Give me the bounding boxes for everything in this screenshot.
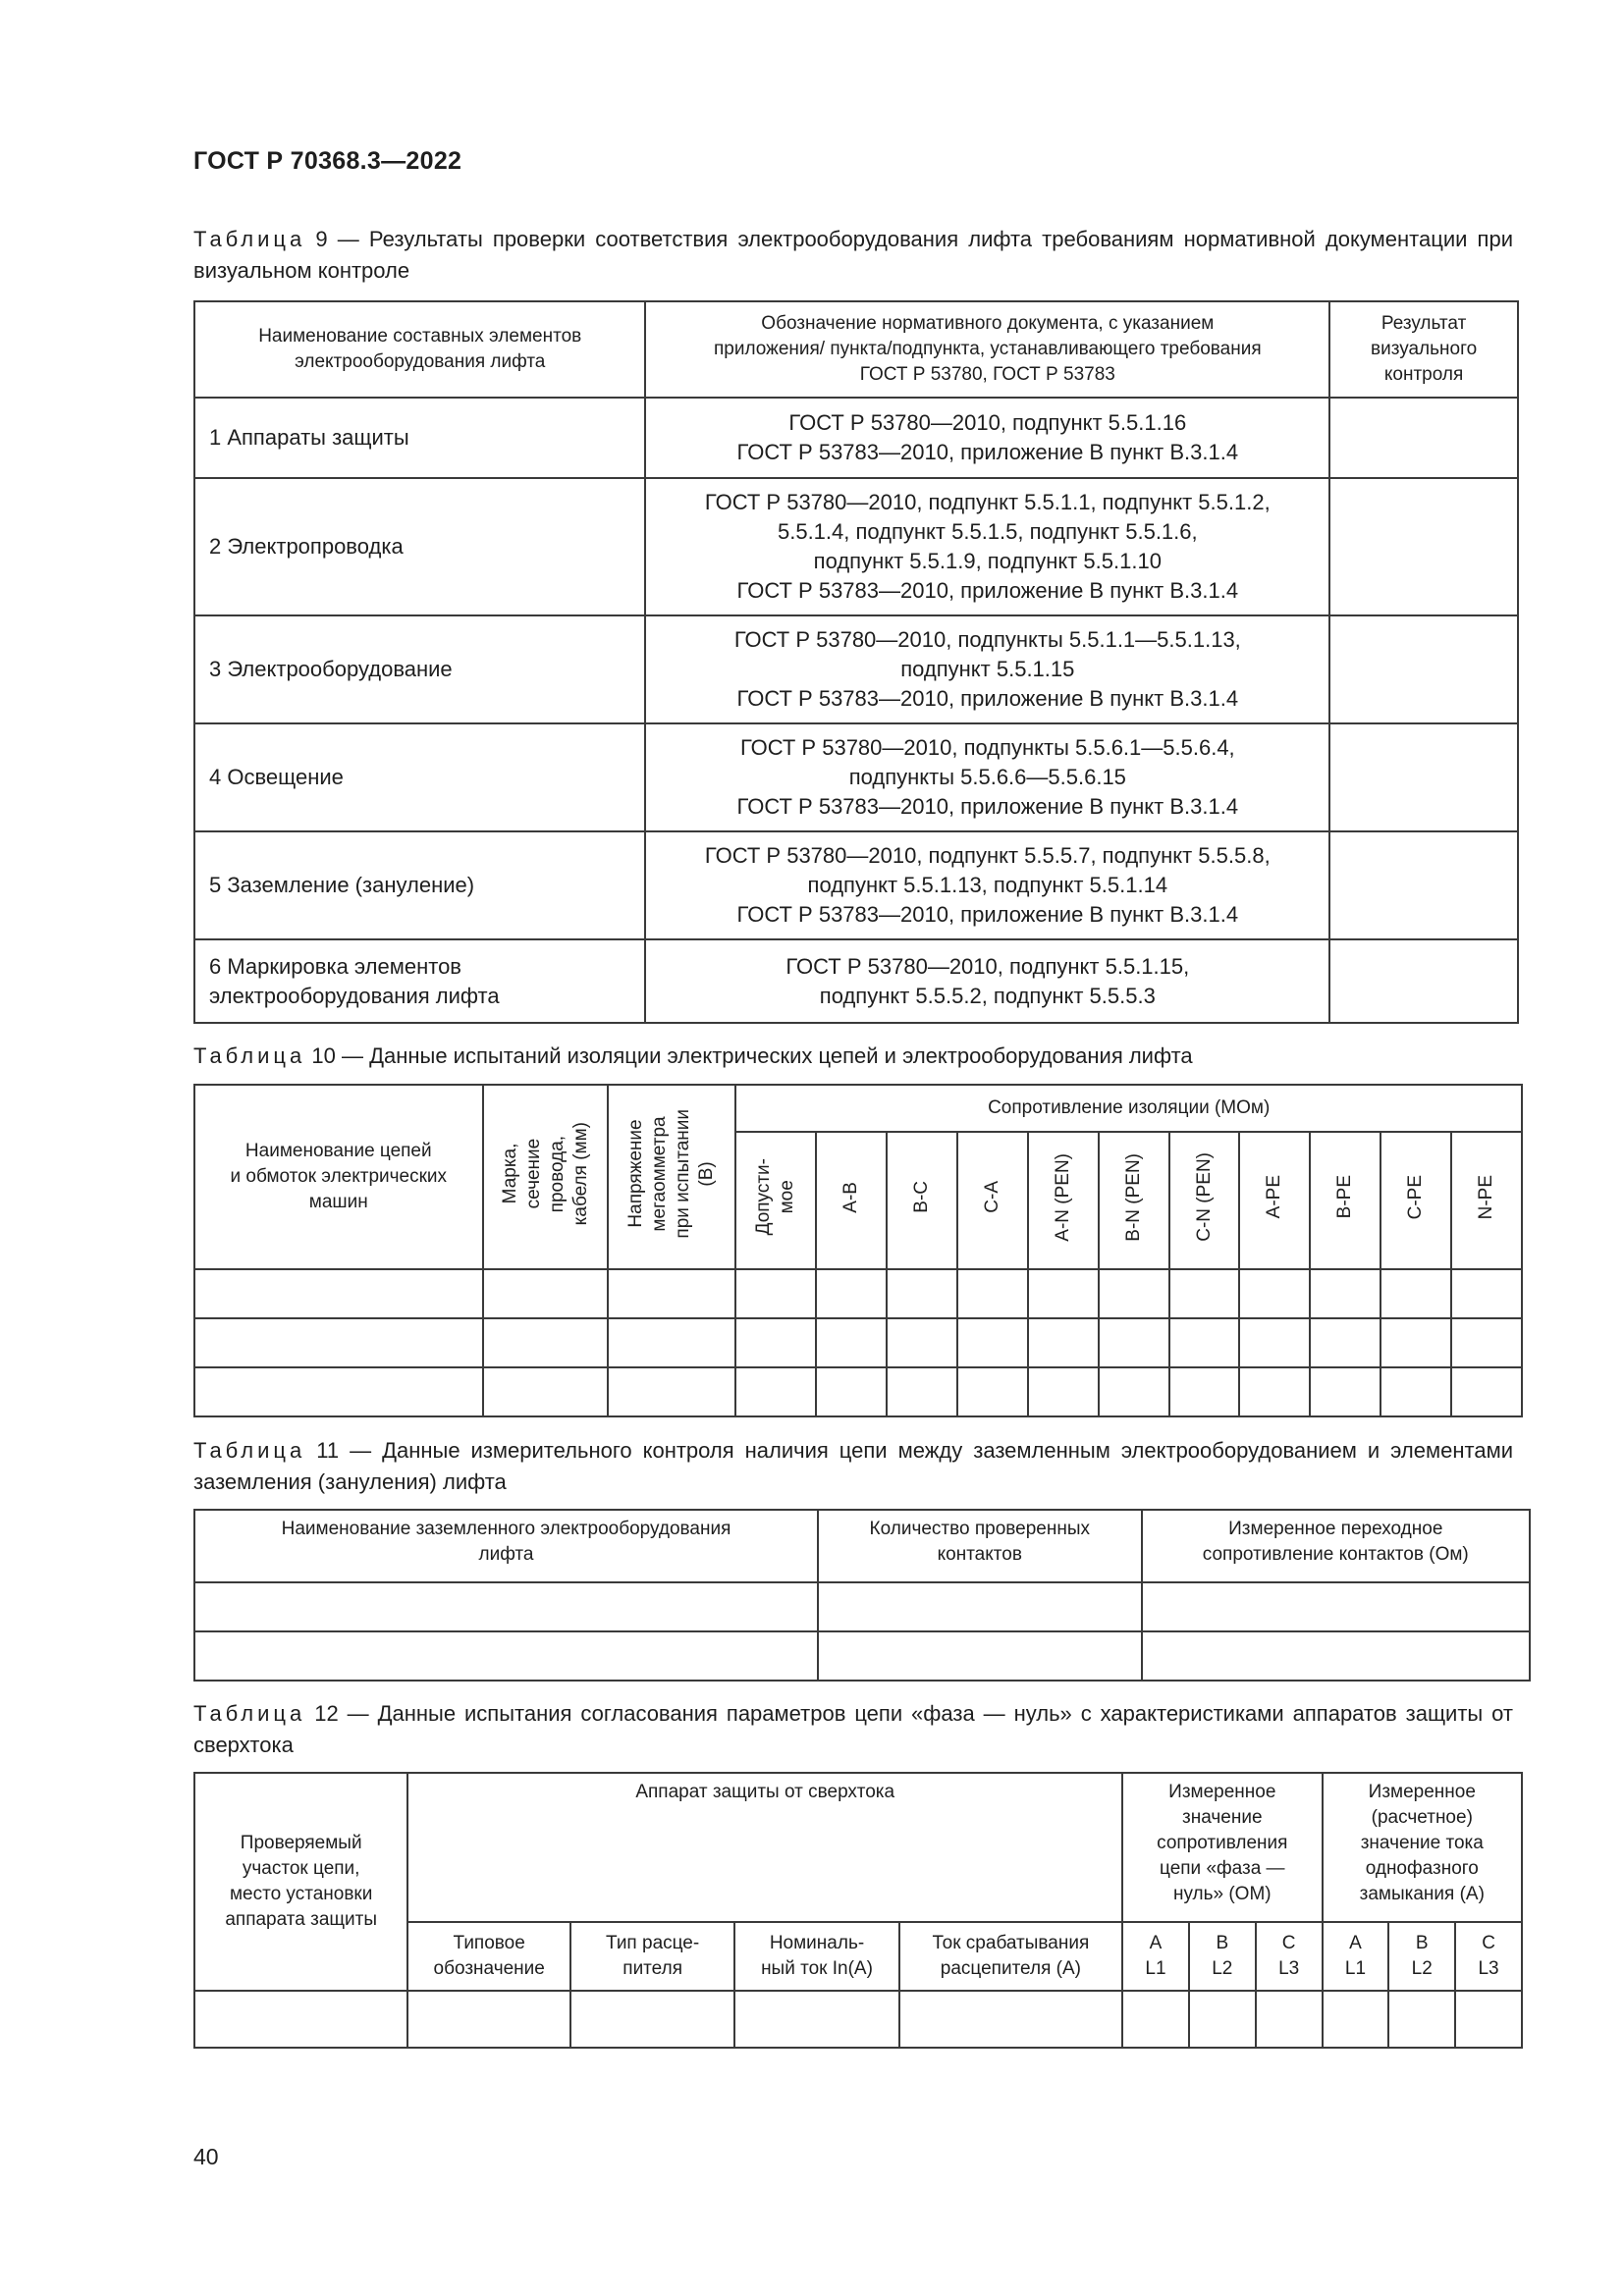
table10-header-voltage-text: Напряжение мегаомметра при испытании (В)	[625, 1108, 718, 1239]
table-cell[interactable]	[194, 1367, 483, 1416]
table-cell[interactable]	[483, 1318, 609, 1367]
table-cell[interactable]	[1239, 1367, 1310, 1416]
table-cell[interactable]	[1122, 1991, 1189, 2048]
table-cell[interactable]	[1310, 1269, 1380, 1318]
table-cell[interactable]	[957, 1269, 1028, 1318]
table9	[193, 300, 1519, 1024]
table-cell[interactable]	[194, 1269, 483, 1318]
table-cell[interactable]	[570, 1991, 734, 2048]
table-cell[interactable]	[1239, 1269, 1310, 1318]
table-cell[interactable]	[957, 1367, 1028, 1416]
table12-subheader-phase: C L3	[1256, 1922, 1323, 1991]
table10-caption-text: 10 — Данные испытаний изоляции электрических цепей и электрооборудования лифта	[311, 1043, 1193, 1068]
table-row	[194, 939, 1518, 1023]
table9-cell-result[interactable]	[1329, 478, 1518, 615]
table10-caption	[193, 1041, 1513, 1072]
table10-header-voltage	[608, 1085, 735, 1269]
table12-subheader-phase: B L2	[1388, 1922, 1455, 1991]
table10-caption-word: Таблица	[193, 1043, 306, 1068]
table-cell[interactable]	[483, 1367, 609, 1416]
table11-header-contacts: Количество проверенных контактов	[818, 1510, 1142, 1582]
table12-header-section: Проверяемый участок цепи, место установки аппарата защиты	[194, 1773, 407, 1991]
table9-cell-result[interactable]	[1329, 831, 1518, 939]
table-cell[interactable]	[1310, 1367, 1380, 1416]
table-cell[interactable]	[1380, 1318, 1451, 1367]
table12-subheader: Типовое обозначение	[407, 1922, 570, 1991]
table-cell[interactable]	[887, 1318, 957, 1367]
table-cell[interactable]	[1142, 1631, 1530, 1681]
table-row	[194, 723, 1518, 831]
table9-cell-docs: ГОСТ Р 53780—2010, подпункт 5.5.5.7, подпункт 5.5.5.8, подпункт 5.5.1.13, подпункт 5.5.1.14 ГОСТ Р 53783—2010, приложение В пункт В.3.1.4	[645, 831, 1329, 939]
table-cell[interactable]	[1169, 1367, 1240, 1416]
table10-subheader-text: B-PE	[1334, 1175, 1356, 1219]
table10-subheader-text: N-PE	[1476, 1174, 1496, 1220]
table9-caption-word: Таблица	[193, 227, 306, 251]
table11-caption-word: Таблица	[193, 1438, 306, 1463]
table-row	[194, 615, 1518, 723]
table-row	[194, 1269, 1522, 1318]
table11-caption	[193, 1435, 1513, 1498]
table10-subheader	[887, 1132, 957, 1269]
table10-subheader	[735, 1132, 816, 1269]
table-cell[interactable]	[608, 1318, 735, 1367]
table-row	[194, 1318, 1522, 1367]
table9-header-result: Результат визуального контроля	[1329, 301, 1518, 398]
table12-subheader-phase: C L3	[1455, 1922, 1522, 1991]
table-cell[interactable]	[1451, 1269, 1522, 1318]
table9-cell-result[interactable]	[1329, 723, 1518, 831]
table10-subheader-text: C-N (PEN)	[1193, 1152, 1215, 1242]
table-cell[interactable]	[818, 1631, 1142, 1681]
table9-cell-result[interactable]	[1329, 615, 1518, 723]
table-row	[194, 1582, 1530, 1631]
table-cell[interactable]	[816, 1269, 887, 1318]
table-cell[interactable]	[483, 1269, 609, 1318]
table9-cell-name: 3 Электрооборудование	[194, 615, 645, 723]
table12	[193, 1772, 1523, 2049]
table-cell[interactable]	[1169, 1269, 1240, 1318]
table-row	[194, 1631, 1530, 1681]
table10-subheader-text: A-N (PEN)	[1052, 1152, 1073, 1242]
table-cell[interactable]	[194, 1318, 483, 1367]
table10-subheader-text: B-C	[911, 1181, 933, 1213]
table-cell[interactable]	[1028, 1367, 1099, 1416]
table12-header-row	[194, 1773, 1522, 1922]
table-row	[194, 1367, 1522, 1416]
table-cell[interactable]	[1142, 1582, 1530, 1631]
table10-subheader-text: C-PE	[1405, 1174, 1427, 1220]
table-row	[194, 478, 1518, 615]
table12-subheader-phase: A L1	[1323, 1922, 1389, 1991]
table11	[193, 1509, 1531, 1682]
table-cell[interactable]	[1028, 1269, 1099, 1318]
table10-header-cable	[483, 1085, 609, 1269]
table12-subheader-phase: A L1	[1122, 1922, 1189, 1991]
table10-subheader	[1239, 1132, 1310, 1269]
table-cell[interactable]	[194, 1991, 407, 2048]
table12-subheader: Номиналь- ный ток In(A)	[734, 1922, 899, 1991]
table-cell[interactable]	[887, 1367, 957, 1416]
table-cell[interactable]	[735, 1318, 816, 1367]
table-cell[interactable]	[957, 1318, 1028, 1367]
table12-caption-text: 12 — Данные испытания согласования параметров цепи «фаза — нуль» с характеристиками аппаратов защиты от сверхтока	[193, 1701, 1513, 1757]
table-cell[interactable]	[1323, 1991, 1389, 2048]
table10-subheader-text: A-B	[840, 1181, 862, 1213]
table-cell[interactable]	[1380, 1269, 1451, 1318]
table-cell[interactable]	[1099, 1318, 1169, 1367]
table11-header-resistance: Измеренное переходное сопротивление контактов (Ом)	[1142, 1510, 1530, 1582]
table-row	[194, 1991, 1522, 2048]
table11-header-equipment: Наименование заземленного электрооборудования лифта	[194, 1510, 818, 1582]
table9-cell-docs: ГОСТ Р 53780—2010, подпункты 5.5.6.1—5.5.6.4, подпункты 5.5.6.6—5.5.6.15 ГОСТ Р 53783—2010, приложение В пункт В.3.1.4	[645, 723, 1329, 831]
table12-header-resistance-group: Измеренное значение сопротивления цепи «фаза — нуль» (ОМ)	[1122, 1773, 1323, 1922]
table10-subheader-text: C-A	[981, 1181, 1002, 1213]
table-cell[interactable]	[735, 1367, 816, 1416]
table12-subheader: Тип расце- пителя	[570, 1922, 734, 1991]
table10-subheader	[1099, 1132, 1169, 1269]
table-row	[194, 398, 1518, 478]
table10-subheader	[1310, 1132, 1380, 1269]
table-cell[interactable]	[194, 1582, 818, 1631]
table9-cell-name: 1 Аппараты защиты	[194, 398, 645, 478]
table-cell[interactable]	[734, 1991, 899, 2048]
table-cell[interactable]	[1099, 1367, 1169, 1416]
table10-subheader	[1380, 1132, 1451, 1269]
table10-subheader	[816, 1132, 887, 1269]
table-cell[interactable]	[194, 1631, 818, 1681]
table9-header-name: Наименование составных элементов электрооборудования лифта	[194, 301, 645, 398]
table9-cell-docs: ГОСТ Р 53780—2010, подпункт 5.5.1.15, подпункт 5.5.5.2, подпункт 5.5.5.3	[645, 939, 1329, 1023]
table-cell[interactable]	[407, 1991, 570, 2048]
table9-caption-text: 9 — Результаты проверки соответствия электрооборудования лифта требованиям нормативной документации при визуальном контроле	[193, 227, 1513, 283]
table9-cell-name: 6 Маркировка элементов электрооборудования лифта	[194, 939, 645, 1023]
table10-subheader	[1028, 1132, 1099, 1269]
table-cell[interactable]	[899, 1991, 1122, 2048]
table10-subheader	[957, 1132, 1028, 1269]
table-cell[interactable]	[608, 1269, 735, 1318]
table9-cell-docs: ГОСТ Р 53780—2010, подпункт 5.5.1.1, подпункт 5.5.1.2, 5.5.1.4, подпункт 5.5.1.5, подпункт 5.5.1.6, подпункт 5.5.1.9, подпункт 5.5.1.10 ГОСТ Р 53783—2010, приложение В пункт В.3.1.4	[645, 478, 1329, 615]
table-row	[194, 831, 1518, 939]
table-cell[interactable]	[1239, 1318, 1310, 1367]
table9-cell-name: 5 Заземление (зануление)	[194, 831, 645, 939]
table-cell[interactable]	[1455, 1991, 1522, 2048]
table-cell[interactable]	[1256, 1991, 1323, 2048]
table11-caption-text: 11 — Данные измерительного контроля наличия цепи между заземленным электрооборудованием и элементами заземления (зануления) лифта	[193, 1438, 1513, 1494]
table10-subheader	[1451, 1132, 1522, 1269]
table9-cell-name: 4 Освещение	[194, 723, 645, 831]
table10-header-name: Наименование цепей и обмоток электрических машин	[194, 1085, 483, 1269]
table-cell[interactable]	[608, 1367, 735, 1416]
table-cell[interactable]	[1451, 1367, 1522, 1416]
table10	[193, 1084, 1523, 1417]
table9-header-docs: Обозначение нормативного документа, с указанием приложения/ пункта/подпункта, устанавливающего требования ГОСТ Р 53780, ГОСТ Р 53783	[645, 301, 1329, 398]
table9-cell-docs: ГОСТ Р 53780—2010, подпункты 5.5.1.1—5.5.1.13, подпункт 5.5.1.15 ГОСТ Р 53783—2010, приложение В пункт В.3.1.4	[645, 615, 1329, 723]
table-cell[interactable]	[816, 1367, 887, 1416]
table12-subheader-phase: B L2	[1189, 1922, 1256, 1991]
table10-subheader-text: Допусти- мое	[753, 1158, 798, 1236]
table-cell[interactable]	[1451, 1318, 1522, 1367]
table12-caption	[193, 1698, 1513, 1761]
table-cell[interactable]	[818, 1582, 1142, 1631]
table-cell[interactable]	[1310, 1318, 1380, 1367]
table10-subheader-text: B-N (PEN)	[1122, 1152, 1144, 1242]
table-cell[interactable]	[735, 1269, 816, 1318]
table12-header-current-group: Измеренное (расчетное) значение тока однофазного замыкания (А)	[1323, 1773, 1522, 1922]
table9-caption	[193, 224, 1513, 287]
table10-subheader	[1169, 1132, 1240, 1269]
table9-cell-name: 2 Электропроводка	[194, 478, 645, 615]
table12-header-device-group: Аппарат защиты от сверхтока	[407, 1773, 1122, 1922]
document-header: ГОСТ Р 70368.3—2022	[193, 147, 462, 175]
table-cell[interactable]	[1169, 1318, 1240, 1367]
table-cell[interactable]	[1189, 1991, 1256, 2048]
table11-header-row	[194, 1510, 1530, 1582]
table-cell[interactable]	[1380, 1367, 1451, 1416]
table9-cell-result[interactable]	[1329, 939, 1518, 1023]
table-cell[interactable]	[816, 1318, 887, 1367]
table10-subheader-text: A-PE	[1264, 1175, 1285, 1219]
table-cell[interactable]	[887, 1269, 957, 1318]
table9-cell-docs: ГОСТ Р 53780—2010, подпункт 5.5.1.16 ГОСТ Р 53783—2010, приложение В пункт В.3.1.4	[645, 398, 1329, 478]
table10-header-cable-text: Марка, сечение провода, кабеля (мм)	[499, 1121, 591, 1226]
table12-subheader: Ток срабатывания расцепителя (А)	[899, 1922, 1122, 1991]
table-cell[interactable]	[1099, 1269, 1169, 1318]
table-cell[interactable]	[1388, 1991, 1455, 2048]
table12-caption-word: Таблица	[193, 1701, 306, 1726]
table10-header-resistance-group: Сопротивление изоляции (МОм)	[735, 1085, 1522, 1132]
table9-header-row	[194, 301, 1518, 398]
table-cell[interactable]	[1028, 1318, 1099, 1367]
table10-header-row	[194, 1085, 1522, 1132]
table9-cell-result[interactable]	[1329, 398, 1518, 478]
page-number: 40	[193, 2144, 219, 2169]
